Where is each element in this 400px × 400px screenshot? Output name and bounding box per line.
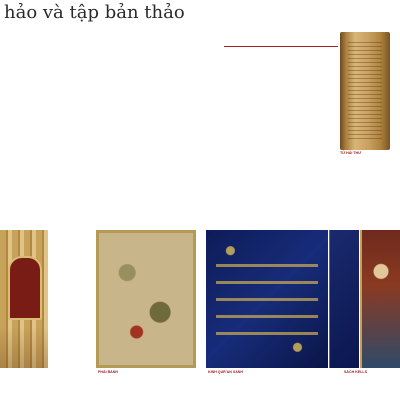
body-column-5 (340, 176, 398, 226)
blue-quran-image (206, 230, 328, 368)
body-column-4 (232, 150, 338, 226)
scroll-caption (340, 151, 396, 171)
caption-middle (98, 370, 196, 398)
parchment-scroll-image (340, 32, 390, 150)
caption-left (2, 370, 50, 398)
caption-kells (344, 370, 398, 398)
quote-divider (224, 46, 338, 47)
scroll-caption-heading: TỬ HẢI THƯ (340, 151, 362, 155)
pull-quote-source (228, 130, 338, 144)
caption-kells-heading: SÁCH KELLS (344, 370, 367, 374)
body-column-1 (4, 30, 54, 226)
blue-quran-detail-image (329, 230, 359, 368)
phai-banh-manuscript-image (96, 230, 196, 368)
body-column-2 (60, 30, 110, 226)
pull-quote (228, 54, 338, 128)
caption-quran (208, 370, 338, 398)
page-title: hảo và tập bản thảo (4, 2, 185, 23)
book-of-kells-image (360, 230, 400, 368)
body-column-3 (114, 2, 222, 226)
caption-middle-heading: PHÁI BÁNH (98, 370, 118, 374)
illuminated-manuscript-image (0, 230, 48, 368)
caption-quran-heading: KINH QUR'AN XANH (208, 370, 243, 374)
